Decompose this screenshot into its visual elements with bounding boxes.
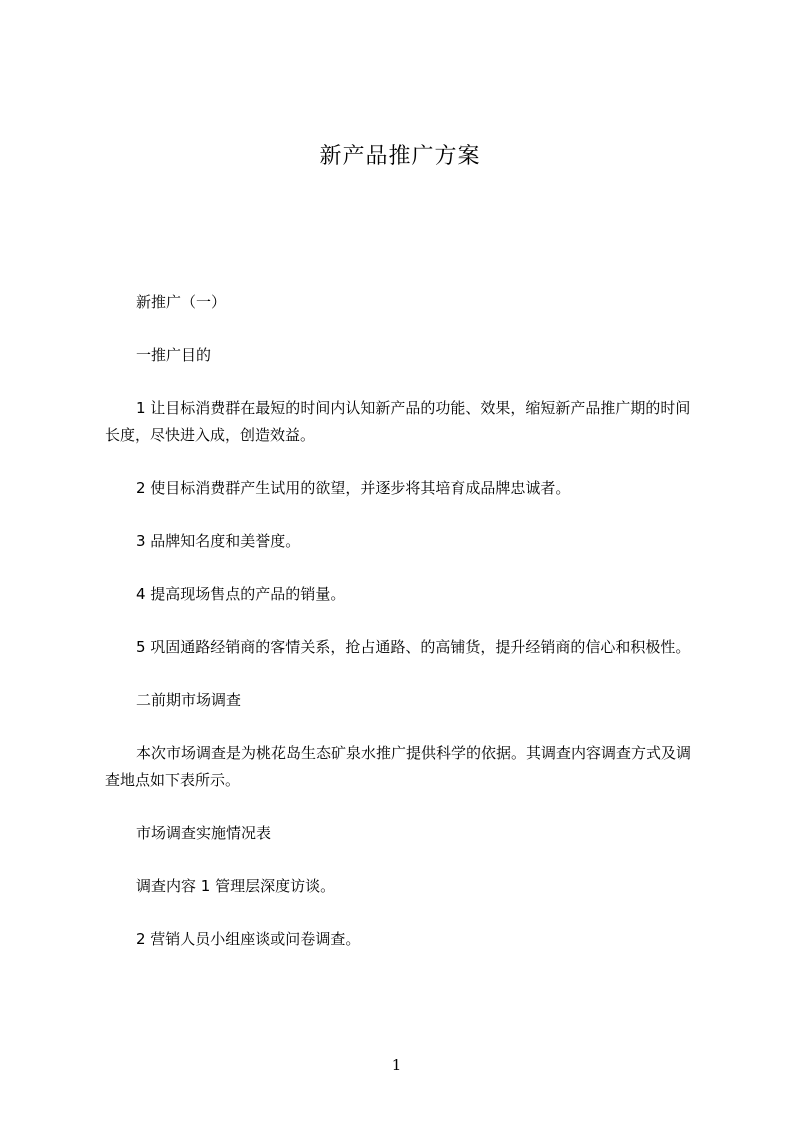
paragraph-table-caption: 市场调查实施情况表 bbox=[136, 824, 272, 842]
paragraph-purpose-2: 2 使目标消费群产生试用的欲望，并逐步将其培育成品牌忠诚者。 bbox=[136, 479, 571, 497]
paragraph-section-heading: 新推广（一） bbox=[136, 293, 227, 311]
paragraph-purpose-5: 5 巩固通路经销商的客情关系，抢占通路、的高铺货，提升经销商的信心和积极性。 bbox=[136, 638, 691, 656]
paragraph-research-intro: 本次市场调查是为桃花岛生态矿泉水推广提供科学的依据。其调查内容调查方式及调查地点如下表所示。 bbox=[105, 744, 692, 789]
document-body bbox=[105, 289, 703, 953]
paragraph-purpose-1: 1 让目标消费群在最短的时间内认知新产品的功能、效果，缩短新产品推广期的时间长度，尽快进入成，创造效益。 bbox=[105, 399, 691, 444]
paragraph-heading-purpose: 一推广目的 bbox=[136, 346, 212, 364]
paragraph-research-item-2: 2 营销人员小组座谈或问卷调查。 bbox=[136, 930, 361, 948]
paragraph-purpose-3: 3 品牌知名度和美誉度。 bbox=[136, 532, 301, 550]
paragraph-heading-research: 二前期市场调查 bbox=[136, 691, 242, 709]
document-title: 新产品推广方案 bbox=[319, 144, 481, 169]
page-number: 1 bbox=[391, 1056, 402, 1074]
paragraph-research-item-1: 调查内容 1 管理层深度访谈。 bbox=[136, 877, 336, 895]
paragraph-purpose-4: 4 提高现场售点的产品的销量。 bbox=[136, 585, 346, 603]
